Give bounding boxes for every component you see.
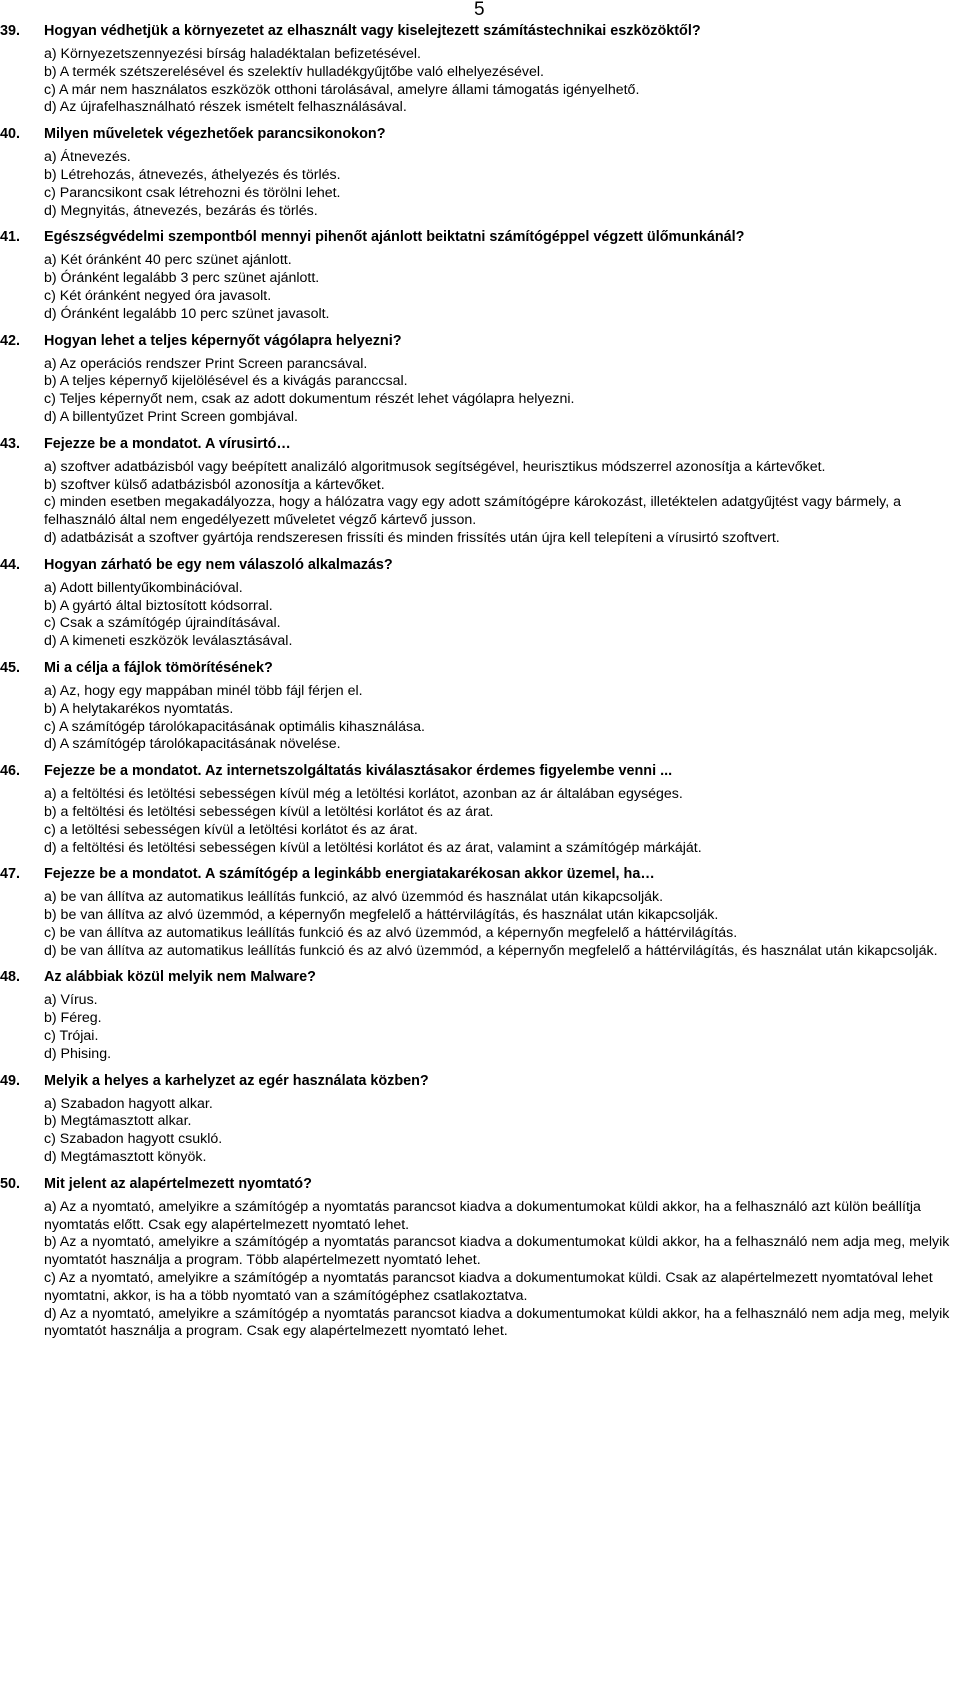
question-heading [0,228,960,246]
answer-option: d) Megnyitás, átnevezés, bezárás és törlés. [44,202,318,219]
answer-option: b) A gyártó által biztosított kódsorral. [44,597,273,614]
answer-option: a) Vírus. [44,992,98,1009]
answer-options [0,786,960,857]
answer-option: a) szoftver adatbázisból vagy beépített analizáló algoritmusok segítségével, heurisztikus módszerrel azonosítja a kártevőket. [44,458,826,475]
answer-option: d) Óránként legalább 10 perc szünet javasolt. [44,305,330,322]
answer-option: d) Az újrafelhasználható részek ismételt felhasználásával. [44,99,407,116]
answer-option: c) A már nem használatos eszközök otthoni tárolásával, amelyre állami támogatás igényelhető. [44,81,640,98]
answer-option: a) Az operációs rendszer Print Screen parancsával. [44,355,368,372]
answer-option: b) szoftver külső adatbázisból azonosítja a kártevőket. [44,476,385,493]
answer-option: c) Teljes képernyőt nem, csak az adott dokumentum részét lehet vágólapra helyezni. [44,391,575,408]
answer-option: b) A helytakarékos nyomtatás. [44,700,234,717]
answer-option: a) Két óránként 40 perc szünet ajánlott. [44,252,292,269]
question-number: 41. [0,229,21,246]
question-heading [0,1175,960,1193]
question-40 [0,125,960,220]
question-text: Melyik a helyes a karhelyzet az egér használata közben? [44,1072,429,1089]
answer-option: b) Az a nyomtató, amelyikre a számítógép a nyomtatás parancsot kiadva a dokumentumokat küldi akkor, ha a felhasználó nem adja meg, melyik nyomtatót használja a program. Több alapértelmezett nyomtató lehet. [44,1234,950,1269]
answer-option: d) A kimeneti eszközök leválasztásával. [44,633,293,650]
question-number: 45. [0,659,21,676]
answer-option: a) Adott billentyűkombinációval. [44,579,243,596]
question-text: Hogyan zárható be egy nem válaszoló alkalmazás? [44,556,393,573]
answer-option: d) be van állítva az automatikus leállítás funkció és az alvó üzemmód, a képernyőn megfelelő a háttérvilágítás, és használat után kikapcsolják. [44,942,938,959]
question-45 [0,659,960,754]
answer-option: b) Féreg. [44,1010,102,1027]
answer-options [0,1096,960,1167]
answer-options [0,1199,960,1341]
question-heading [0,968,960,986]
answer-option: a) a feltöltési és letöltési sebességen kívül még a letöltési korlátot, azonban az ár általában egységes. [44,786,683,803]
question-text: Hogyan védhetjük a környezetet az elhasznált vagy kiselejtezett számítástechnikai eszközöktől? [44,23,701,39]
question-text: Az alábbiak közül melyik nem Malware? [44,969,316,986]
answer-option: d) A billentyűzet Print Screen gombjával. [44,408,298,425]
question-number: 48. [0,969,21,986]
answer-option: a) Az a nyomtató, amelyikre a számítógép a nyomtatás parancsot kiadva a dokumentumokat küldi akkor, ha a felhasználó azt külön beállítja nyomtatás előtt. Csak egy alapértelmezett nyomtató lehet. [44,1198,921,1233]
question-text: Mi a célja a fájlok tömörítésének? [44,659,273,676]
answer-option: d) Phising. [44,1045,112,1062]
question-text: Fejezze be a mondatot. A számítógép a leginkább energiatakarékosan akkor üzemel, ha… [44,866,655,883]
answer-option: b) Megtámasztott alkar. [44,1113,192,1130]
answer-option: d) a feltöltési és letöltési sebességen kívül a letöltési korlátot és az árat, valamint a számítógép márkáját. [44,839,702,856]
question-text: Mit jelent az alapértelmezett nyomtató? [44,1175,312,1192]
question-42 [0,332,960,427]
answer-option: c) Két óránként negyed óra javasolt. [44,287,272,304]
answer-options [0,46,960,117]
answer-option: a) Szabadon hagyott alkar. [44,1095,213,1112]
answer-option: b) Óránként legalább 3 perc szünet ajánlott. [44,270,320,287]
question-44 [0,556,960,651]
answer-option: c) A számítógép tárolókapacitásának optimális kihasználása. [44,718,425,735]
answer-options [0,683,960,754]
question-43 [0,435,960,548]
question-number: 46. [0,763,21,780]
answer-option: d) A számítógép tárolókapacitásának növelése. [44,736,341,753]
question-number: 49. [0,1072,21,1089]
question-text: Egészségvédelmi szempontból mennyi pihenőt ajánlott beiktatni számítógéppel végzett ülőmunkánál? [44,229,745,246]
answer-option: c) a letöltési sebességen kívül a letöltési korlátot és az árat. [44,821,418,838]
answer-option: c) be van állítva az automatikus leállítás funkció és az alvó üzemmód, a képernyőn megfelelő a háttérvilágítás. [44,924,738,941]
question-48 [0,968,960,1063]
answer-options [0,580,960,651]
answer-option: a) be van állítva az automatikus leállítás funkció, az alvó üzemmód és használat után kikapcsolják. [44,889,664,906]
answer-option: a) Átnevezés. [44,149,131,166]
answer-option: b) Létrehozás, átnevezés, áthelyezés és törlés. [44,166,341,183]
answer-option: a) Környezetszennyezési bírság haladéktalan befizetésével. [44,46,421,62]
question-list [0,22,960,1349]
question-number: 40. [0,126,21,143]
question-46 [0,762,960,857]
answer-option: c) minden esetben megakadályozza, hogy a hálózatra vagy egy adott számítógépre károkozást, illetéktelen adatgyűjtést vagy bármely, a felhasználó által nem engedélyezett műveletet végző kártevő jusson. [44,494,901,529]
answer-option: b) A termék szétszerelésével és szelektív hulladékgyűjtőbe való elhelyezésével. [44,63,544,80]
answer-options [0,992,960,1063]
question-text: Fejezze be a mondatot. A vírusirtó… [44,435,291,452]
question-heading [0,865,960,883]
answer-options [0,459,960,548]
answer-option: d) adatbázisát a szoftver gyártója rendszeresen frissíti és minden frissítés után újra kell telepíteni a vírusirtó szoftvert. [44,529,780,546]
question-39 [0,22,960,117]
question-heading [0,556,960,574]
answer-option: d) Megtámasztott könyök. [44,1149,207,1166]
question-text: Fejezze be a mondatot. Az internetszolgáltatás kiválasztásakor érdemes figyelembe venni ... [44,763,673,780]
page-number: 5 [474,0,485,20]
answer-option: b) a feltöltési és letöltési sebességen kívül a letöltési korlátot és az árat. [44,803,494,820]
answer-option: c) Csak a számítógép újraindításával. [44,615,281,632]
answer-option: c) Parancsikont csak létrehozni és törölni lehet. [44,184,341,201]
question-text: Milyen műveletek végezhetőek parancsikonokon? [44,126,386,143]
question-47 [0,865,960,960]
question-heading [0,22,960,40]
question-number: 47. [0,866,21,883]
question-heading [0,659,960,677]
question-49 [0,1072,960,1167]
question-heading [0,332,960,350]
answer-options [0,252,960,323]
answer-option: d) Az a nyomtató, amelyikre a számítógép a nyomtatás parancsot kiadva a dokumentumokat küldi akkor, ha a felhasználó nem adja meg, melyik nyomtatót használja a program. Csak egy alapértelmezett nyomtató lehet. [44,1305,950,1340]
question-number: 50. [0,1175,21,1192]
answer-option: c) Az a nyomtató, amelyikre a számítógép a nyomtatás parancsot kiadva a dokumentumokat küldi. Csak az alapértelmezett nyomtatóval lehet nyomtatni, akkor, is ha a több nyomtató van a számítógéphez csatlakoztatva. [44,1270,933,1304]
answer-option: b) A teljes képernyő kijelölésével és a kivágás paranccsal. [44,373,408,390]
answer-option: a) Az, hogy egy mappában minél több fájl férjen el. [44,682,363,699]
question-text: Hogyan lehet a teljes képernyőt vágólapra helyezni? [44,332,402,349]
answer-option: c) Trójai. [44,1028,99,1045]
question-heading [0,125,960,143]
question-number: 42. [0,332,21,349]
answer-options [0,356,960,427]
question-heading [0,435,960,453]
question-number: 44. [0,556,21,573]
question-number: 43. [0,435,21,452]
answer-options [0,149,960,220]
question-heading [0,1072,960,1090]
question-50 [0,1175,960,1341]
question-41 [0,228,960,323]
answer-option: b) be van állítva az alvó üzemmód, a képernyőn megfelelő a háttérvilágítás, és használat után kikapcsolják. [44,907,719,924]
question-heading [0,762,960,780]
answer-options [0,889,960,960]
answer-option: c) Szabadon hagyott csukló. [44,1131,223,1148]
question-number: 39. [0,23,21,39]
